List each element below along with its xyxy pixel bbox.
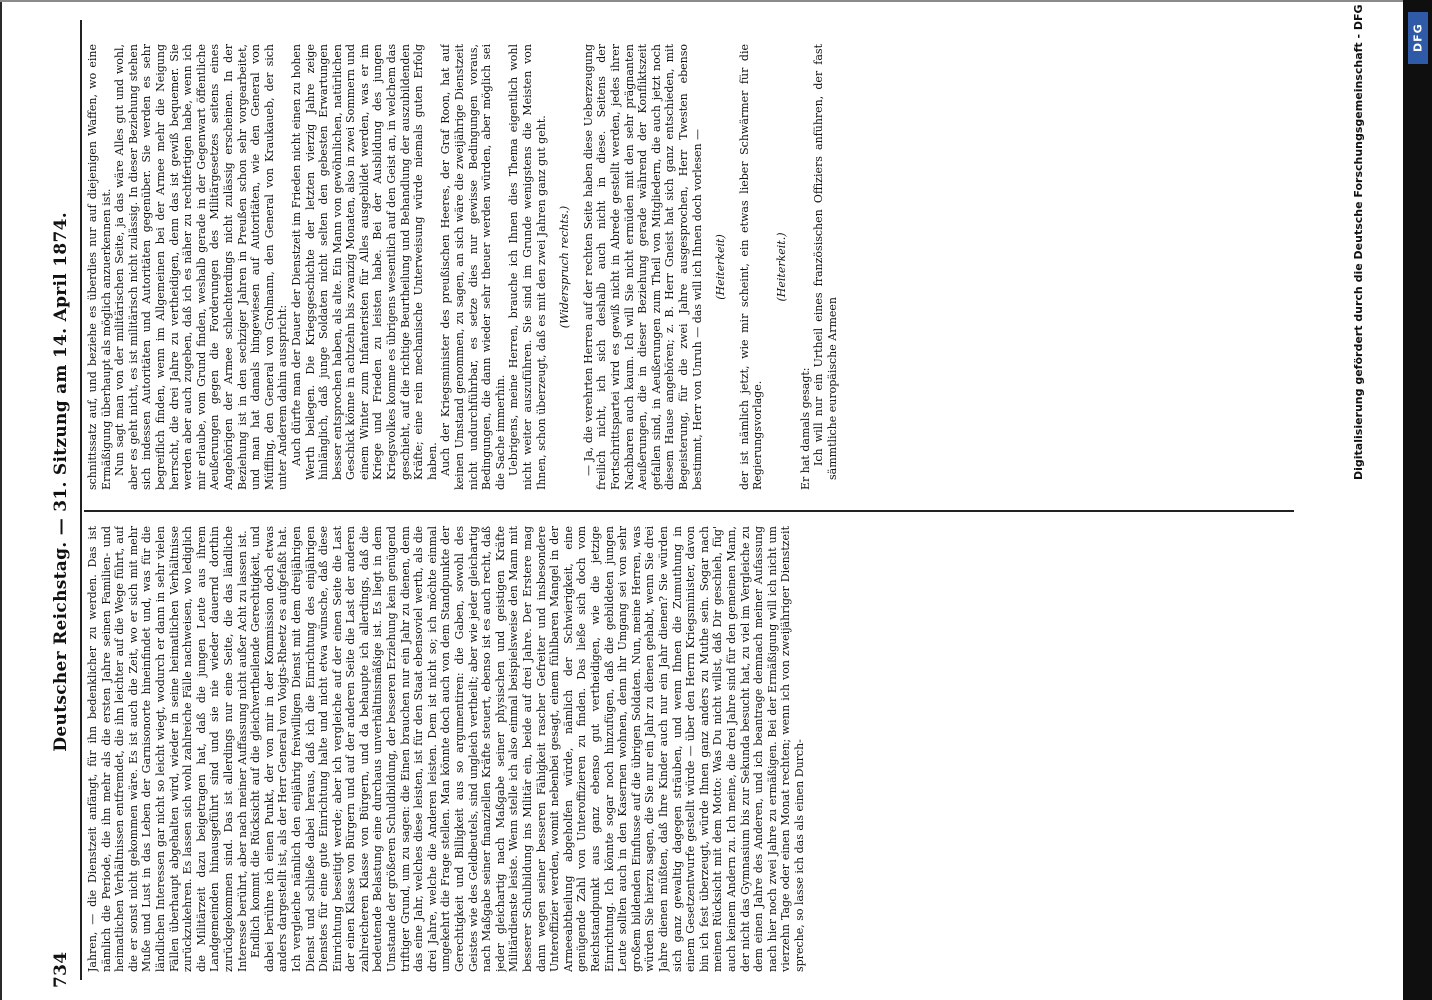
text-column-right: [86, 44, 1296, 490]
paragraph: Er hat damals gesagt:: [798, 367, 812, 490]
dfg-logo-text: DFG: [1408, 12, 1428, 64]
paragraph: Endlich kommt die Rücksicht auf die gleichvertheilende Gerechtigkeit, und dabei berühre ich einen Punkt, der von mir in der Kommission doch etwas anders dargestellt ist, als der Herr General von Voigts-Rheetz es aufgefaßt hat. Ich vergleiche nämlich den einjährig freiwilligen Dienst mit dem dreijährigen Dienst und schließe dabei heraus, daß ich die Einrichtung des einjährigen Dienstes für eine gute Einrichtung halte und nicht etwa wünsche, daß diese Einrichtung beseitigt werde; aber ich vergleiche auf der einen Seite die Last der einen Klasse von Bürgern und auf der anderen Seite die Last der anderen zahlreicheren Klasse von Bürgern, und da behaupte ich allerdings, daß die bedeutende Belastung eine durchaus unverhältnismäßige ist. Es liegt in dem Umstande der größeren Schuldbildung, der besseren Erziehung kein genügend triftiger Grund, um zu sagen: die Einen brauchen nur ein Jahr zu dienen, denn das eine Jahr, welches diese leisten, ist für den Staat ebensoviel werth, als die drei Jahre, welche die Anderen leisten. Dem ist nicht so; ich möchte einmal umgekehrt die Frage stellen. Man könnte doch auch von dem Standpunkte der Gerechtigkeit und Billigkeit aus so argumentiren: die Gaben, sowohl des Geistes wie des Geldbeutels, sind ungleich vertheilt; aber wie jeder gleichartig nach Maßgabe seiner finanziellen Kräfte steuert, ebenso ist es auch recht, daß jeder gleichartig nach Maßgabe seiner physischen und geistigen Kräfte Militärdienste leiste. Wenn stelle ich also einmal beispielsweise den Mann mit besserer Schulbildung ins Militär ein, beide auf drei Jahre. Der Erstere mag dann wegen seiner besseren Fähigkeit rascher Gefreiter und insbesondere Unteroffizier werden, womit nebenbei gesagt, einem fühlbaren Mangel in der Armeeabtheilung abgeholfen würde, nämlich der Schwierigkeit, eine genügende Zahl von Unteroffizieren zu finden. Das ließe sich doch vom Reichstandpunkt aus ganz ebenso gut vertheidigen, wie die jetzige Einrichtung. Ich könnte sogar noch hinzufügen, daß die gebildeten jungen Leute sollten auch in den Kasernen wohnen, denn ihr Umgang sei von sehr großem bildenden Einflusse auf die übrigen Soldaten. Nun, meine Herren, was würden Sie hierzu sagen, die Sie nur ein Jahr zu dienen gehabt, wenn Sie drei Jahre dienen müßten, daß Ihre Kinder auch nur ein Jahr dienen? Sie würden sich ganz gewaltig dagegen sträuben, und wenn Ihnen die Zumuthung in einem Gesetzentwurfe gestellt würde — über den Herrn Kriegsminister, davon bin ich fest überzeugt, würde Ihnen ganz anders zu Muthe sein. Sogar nach meinen Rücksicht mit dem Motto: Was Du nicht willst, daß Dir geschieh, füg' auch keinem Andern zu. Ich meine, die drei Jahre sind für den gemeinen Mann, der nicht das Gymnasium bis zur Sekunda besucht hat, zu viel im Vergleiche zu dem einen Jahre des Anderen, und ich beantrage demnach meiner Aufassung nach hier noch zwei Jahre zu ermäßigen. Bei der Ermäßigung will ich nicht um vierzehn Tage oder einen Monat rechten; wenn ich von zweijähriger Dienstzeit spreche, so lasse ich das als einen Durch-: [249, 526, 806, 972]
text-column-left: [86, 526, 1296, 972]
interjection: (Heiterkeit): [714, 234, 728, 300]
quoted-paragraph: Auch dürfte man der Dauer der Dienstzeit im Frieden nicht einen zu hohen Werth beilegen. Die Kriegsgeschichte der letzten vierzig Jahre zeige hinlänglich, daß junge Soldaten nicht selten den gebesten Erwartungen besser entsprochen haben, als alte. Ein Mann von gewöhnlichen, natürlichen Geschick könne in achtzehn bis zwanzig Monaten, also in zwei Sommern und einem Winter zum Infanteristen für Alles ausgebildet werden, was er im Kriege und Frieden zu leisten habe. Bei der Ausbildung des jungen Kriegsvolkes komme es übrigens wesentlich auf den Geist an, in welchem das geschieht, auf die richtige Beurtheilung und Behandlung der auszubildenden Kräfte; eine rein mechanische Unterweisung würde niemals guten Erfolg haben.: [289, 44, 439, 480]
paragraph: Uebrigens, meine Herren, brauche ich Ihnen dies Thema eigentlich wohl nicht weiter auszuführen. Sie sind im Grunde wenigstens die Meisten von Ihnen, schon überzeugt, daß es mit den zwei Jahren ganz gut geht.: [507, 44, 548, 490]
page-number: 734: [51, 951, 71, 988]
running-title-right: 31. Sitzung am 14. April 1874.: [51, 211, 71, 512]
interjection: (Heiterkeit.): [774, 232, 788, 302]
running-title: Deutscher Reichstag. — 31. Sitzung am 14. April 1874.: [51, 211, 71, 752]
scan-edge-right: [1403, 0, 1432, 1000]
dfg-logo: [1403, 6, 1432, 70]
paragraph: Nun sagt man von der militärischen Seite, ja das wäre Alles gut und wohl, aber es geht nicht, es ist militärisch nicht zulässig. In dieser Beziehung stehen sich indessen Autoritäten und Autoritäten gegenüber. Sie werden es sehr begreiflich finden, wenn im Allgemeinen bei der Armee mehr die Neigung herrscht, die drei Jahre zu vertheidigen, denn das ist gewiß bequemer. Sie werden aber auch zugeben, daß ich es näher zu rechtfertigen habe, wenn ich mir erlaube, vom Grund finden, weshalb gerade in der Gegenwart öffentliche Aeußerungen gegen die Forderungen des Militärgesetzes seitens eines Angehörigen der Armee schlechterdings nicht zulässig erscheinen. In der Beziehung ist in den sechziger Jahren in Preußen schon sehr vorgearbeitet, und man hat damals hingewiesen auf Autoritäten, wie den General von Müffling, den General von Grolmann, den General von Kraukaueb, der sich unter Anderem dahin ausspricht:: [113, 44, 290, 490]
paragraph: der ist nämlich jetzt, wie mir scheint, ein etwas lieber Schwärmer für die Regierungsvorlage.: [737, 44, 765, 490]
paragraph: Jahren, — die Dienstzeit anfängt, für ihn bedenklicher zu werden. Das ist nämlich die Periode, die ihn mehr als die ersten Jahre seinen Familien- und heimatlichen Verhältnissen entfremdet, die ihn leichter auf die Wege führt, auf die er sonst nicht gekommen wäre. Es ist auch die Zeit, wo er sich mit mehr Muße und Lust in das Leben der Garnisonorte hineinfindet und, was für die ländlichen Interessen gar nicht so leicht wiegt, wodurch er dann in sehr vielen Fällen überhaupt abgehalten wird, wieder in seine heimatlichen Verhältnisse zurückzukehren. Es lassen sich wohl zahlreiche Fälle nachweisen, wo lediglich die Militärzeit dazu beigetragen hat, daß die jungen Leute aus ihrem Landgemeinden hinausgeführt sind und sie nie wieder dauernd dorthin zurückgekommen sind. Das ist allerdings nur eine Seite, die das ländliche Interesse berührt, aber nach meiner Auffassung nicht außer Acht zu lassen ist.: [86, 526, 249, 972]
quoted-paragraph: Ich will nur ein Urtheil eines französischen Offiziers anführen, der fast sämmtliche europäische Armeen: [812, 44, 839, 480]
running-title-left: Deutscher Reichstag.: [51, 541, 71, 752]
paragraph: — Ja, die verehrten Herren auf der rechten Seite haben diese Ueberzeugung freilich nicht, ich sich deshalb auch nicht in diese. Seitens der Fortschrittspartei wird es gewiß nicht in Abrede gestellt werden, jedes ihrer Nachbaren auch kaum. Ich will Sie nicht ermüden mit den sehr prägnanten Aeußerungen, die in dieser Beziehung gerade während der Konfliktszeit gefallen sind, in Aeußerungen zum Theil von Mitgliedern, die auch jetzt noch diesem Hause angehören; z. B. Herr Gneist hat sich ganz entschieden, mit Begeisterung, für die zwei Jahre ausgesprochen, Herr Twesten ebenso bestimmt, Herr von Unruh — das will ich Ihnen doch vorlesen —: [581, 44, 704, 490]
interjection: (Widerspruch rechts.): [558, 205, 572, 329]
header-rule: [80, 20, 82, 980]
paragraph: schnittssatz auf, und beziehe es überdies nur auf diejenigen Waffen, wo eine Ermäßigung überhaupt als möglich anzuerkennen ist.: [86, 44, 113, 490]
column-divider: [84, 510, 1294, 512]
page-header: [46, 12, 76, 988]
digitization-note: Digitalisierung gefördert durch die Deutsche Forschungsgemeinschaft - DFG: [1352, 4, 1365, 480]
paragraph: Auch der Kriegsminister des preußischen Heeres, der Graf Roon, hat auf keinen Umstand genommen, zu sagen, an sich wäre die zweijährige Dienstzeit nicht undurchführbar, es setze dies nur gewisse Bedingungen voraus, Bedingungen, die dann wieder sehr theuer werden würden, aber möglich sei die Sache immerhin.: [439, 44, 507, 490]
